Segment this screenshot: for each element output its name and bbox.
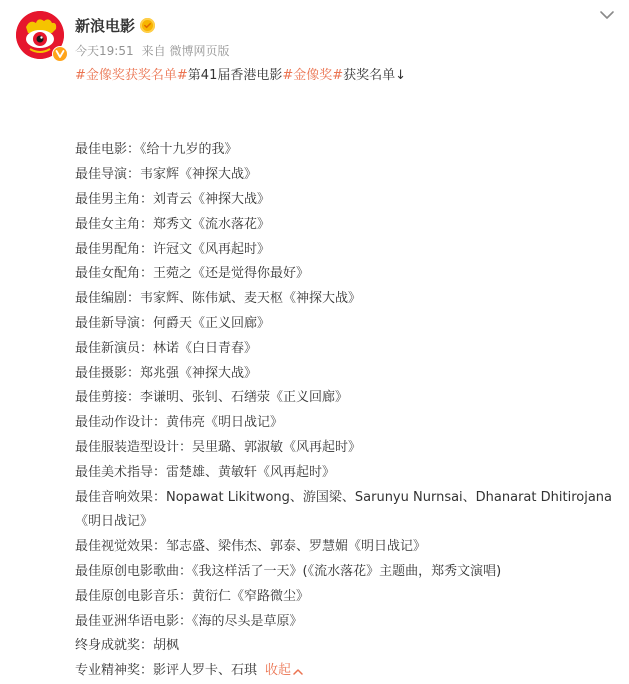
award-line: 最佳原创电影音乐：黄衍仁《窄路微尘》 [75, 588, 310, 604]
post-time[interactable]: 今天19:51 [75, 44, 134, 58]
award-line: 最佳美术指导：雷楚雄、黄敏轩《风再起时》 [75, 464, 336, 480]
award-line: 最佳女主角：郑秀文《流水落花》 [75, 216, 271, 232]
award-line: 最佳摄影：郑兆强《神探大战》 [75, 365, 258, 381]
gold-medal-icon [140, 18, 155, 33]
award-line: 终身成就奖：胡枫 [75, 638, 180, 654]
source-prefix: 来自 [141, 44, 166, 58]
post-headline [75, 64, 615, 89]
award-line: 最佳新演员：林诺《白日青春》 [75, 340, 258, 356]
award-text: 专业精神奖：影评人罗卡、石琪 [75, 663, 258, 679]
award-line: 最佳导演：韦家辉《神探大战》 [75, 167, 258, 183]
headline-text: 获奖名单↓ [343, 68, 407, 83]
verified-v-icon [55, 49, 65, 59]
award-line: 最佳男配角：许冠文《风再起时》 [75, 241, 271, 257]
award-line: 最佳音响效果：Nopawat Likitwong、游国梁、Sarunyu Nurnsai、Dhanarat Dhitirojana《明日战记》 [75, 489, 612, 530]
award-line: 最佳剪接：李谦明、张钊、石缮荥《正义回廊》 [75, 390, 349, 406]
chevron-down-icon[interactable] [599, 9, 615, 21]
chevron-up-icon [293, 668, 303, 676]
award-line: 最佳服装造型设计：吴里璐、郭淑敏《风再起时》 [75, 439, 362, 455]
post-source [142, 42, 230, 59]
award-line: 最佳视觉效果：邹志盛、梁伟杰、郭泰、罗慧媚《明日战记》 [75, 539, 427, 555]
award-line: 最佳亚洲华语电影：《海的尽头是草原》 [75, 613, 303, 629]
verified-badge [52, 46, 68, 62]
collapse-button[interactable] [265, 659, 303, 684]
username-link[interactable] [75, 15, 155, 36]
award-line: 最佳电影：《给十九岁的我》 [75, 142, 238, 158]
hashtag-link[interactable]: #金像奖# [282, 68, 344, 83]
award-line: 最佳编剧：韦家辉、陈伟斌、麦天枢《神探大战》 [75, 291, 362, 307]
award-line-last [75, 659, 615, 684]
collapse-label[interactable]: 收起 [265, 663, 292, 679]
post-meta [75, 42, 229, 59]
username[interactable]: 新浪电影 [75, 17, 136, 35]
hashtag-link[interactable]: #金像奖获奖名单# [75, 68, 188, 83]
award-line: 最佳原创电影歌曲：《我这样活了一天》(《流水落花》主题曲，郑秀文演唱) [75, 563, 502, 579]
award-line: 最佳女配角：王菀之《还是觉得你最好》 [75, 266, 310, 282]
post-content [75, 64, 615, 684]
source-name[interactable]: 微博网页版 [169, 44, 230, 58]
blank-line [75, 89, 615, 114]
award-line: 最佳新导演：何爵天《正义回廊》 [75, 315, 271, 331]
headline-text: 第41届香港电影 [187, 68, 283, 83]
blank-line [75, 114, 615, 139]
award-line: 最佳动作设计：黄伟亮《明日战记》 [75, 415, 284, 431]
award-line: 最佳男主角：刘青云《神探大战》 [75, 191, 271, 207]
